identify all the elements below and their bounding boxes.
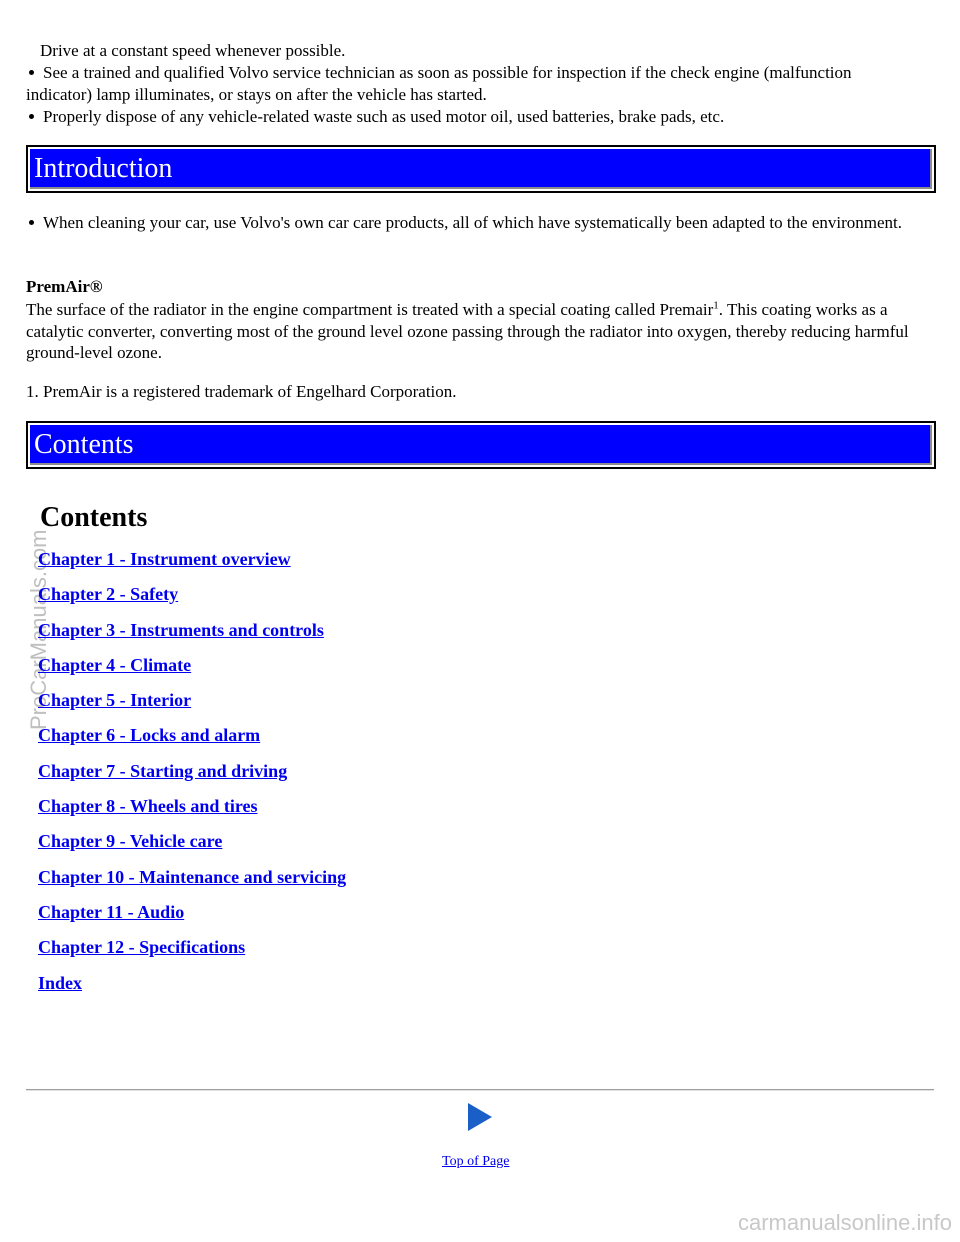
chapter-11-link[interactable]: Chapter 11 - Audio — [38, 901, 185, 922]
chapter-3-link[interactable]: Chapter 3 - Instruments and controls — [38, 619, 324, 640]
next-page-arrow-icon[interactable] — [466, 1103, 494, 1131]
premair-text: The surface of the radiator in the engine compartment is treated with a special coating called Premair — [26, 300, 714, 319]
footnote-marker: 1 — [713, 299, 719, 312]
chapter-1-link[interactable]: Chapter 1 - Instrument overview — [38, 549, 291, 569]
footer-divider — [26, 1089, 934, 1091]
index-link[interactable]: Index — [38, 972, 83, 993]
premair-text-cont: . This coating works as a catalytic converter, converting most of the ground level ozone passing through the radiator into oxygen, thereby reducing harmful ground-level ozone. — [26, 300, 909, 362]
bullet-text: When cleaning your car, use Volvo's own car care products, all of which have systematically been adapted to the environment. — [43, 213, 903, 232]
premair-paragraph — [26, 299, 916, 364]
list-item — [38, 725, 346, 760]
chapter-12-link[interactable]: Chapter 12 - Specifications — [38, 937, 246, 958]
contents-list — [38, 549, 346, 1008]
bullet-icon — [29, 70, 34, 75]
contents-banner-title: Contents — [30, 425, 932, 465]
chapter-4-link[interactable]: Chapter 4 - Climate — [38, 654, 192, 675]
introduction-banner-title: Introduction — [30, 149, 932, 189]
list-item — [26, 212, 916, 234]
top-of-page-link[interactable]: Top of Page — [442, 1154, 510, 1169]
introduction-banner — [26, 145, 936, 193]
bottom-watermark: carmanualsonline.info — [737, 1210, 952, 1235]
bullet-icon — [29, 220, 34, 225]
list-item — [26, 62, 916, 105]
list-item — [38, 690, 346, 725]
contents-title: Contents — [40, 502, 148, 533]
list-item — [38, 796, 346, 831]
chapter-6-link[interactable]: Chapter 6 - Locks and alarm — [38, 725, 261, 746]
premair-heading: PremAir® — [26, 277, 103, 296]
bullet-text: See a trained and qualified Volvo service technician as soon as possible for inspection if the check engine (malfunction indicator) lamp illuminates, or stays on after the vehicle has started. — [26, 63, 852, 104]
list-item — [38, 902, 346, 937]
chapter-5-link[interactable]: Chapter 5 - Interior — [38, 690, 192, 711]
drive-constant-text: Drive at a constant speed whenever possible. — [40, 41, 346, 60]
bullet-text: Properly dispose of any vehicle-related waste such as used motor oil, used batteries, brake pads, etc. — [43, 107, 725, 126]
list-item — [38, 655, 346, 690]
list-item — [38, 549, 346, 584]
chapter-9-link[interactable]: Chapter 9 - Vehicle care — [38, 831, 223, 852]
list-item — [38, 620, 346, 655]
chapter-10-link[interactable]: Chapter 10 - Maintenance and servicing — [38, 866, 347, 887]
bullet-icon — [29, 114, 34, 119]
list-item — [26, 106, 916, 128]
list-item — [38, 973, 346, 1008]
list-item — [38, 761, 346, 796]
chapter-7-link[interactable]: Chapter 7 - Starting and driving — [38, 760, 288, 781]
list-item — [38, 937, 346, 972]
chapter-8-link[interactable]: Chapter 8 - Wheels and tires — [38, 796, 258, 817]
list-item — [38, 867, 346, 902]
list-item — [38, 831, 346, 866]
side-watermark: ProCarManuals.com — [26, 529, 51, 730]
contents-banner — [26, 421, 936, 469]
list-item — [38, 584, 346, 619]
footnote-text: 1. PremAir is a registered trademark of Engelhard Corporation. — [26, 382, 457, 401]
chapter-2-link[interactable]: Chapter 2 - Safety — [38, 584, 179, 605]
